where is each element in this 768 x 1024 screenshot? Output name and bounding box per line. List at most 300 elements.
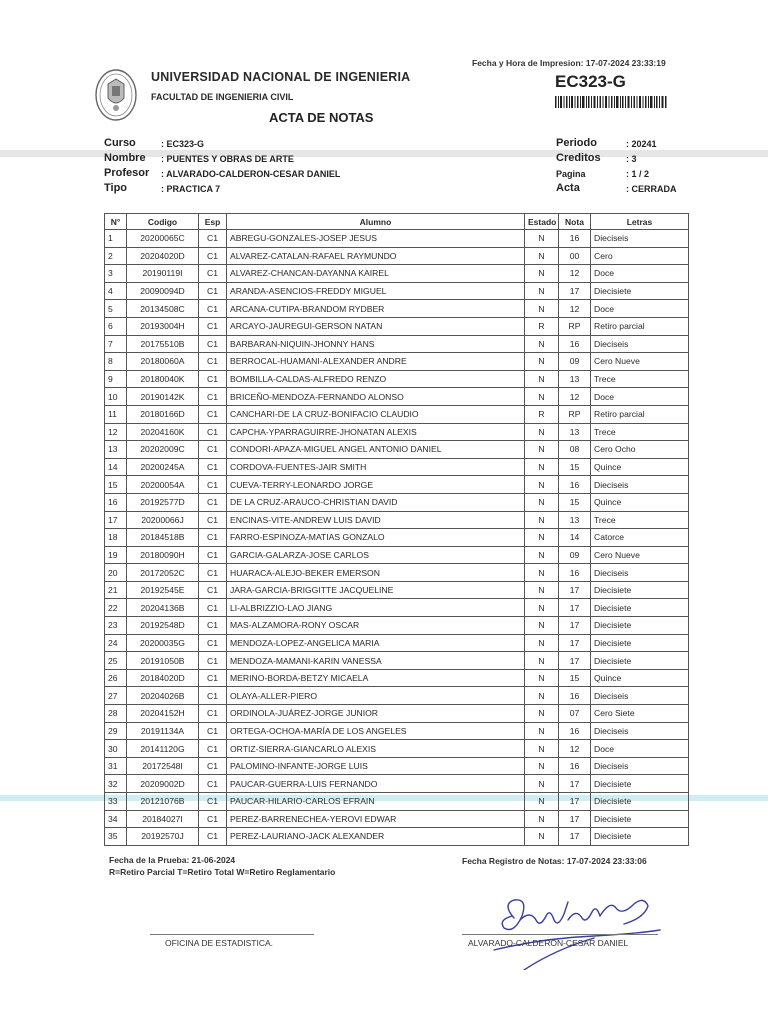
status: N [525, 441, 559, 459]
status: N [525, 775, 559, 793]
grade: 17 [559, 634, 591, 652]
row-number: 33 [105, 793, 127, 811]
row-number: 24 [105, 634, 127, 652]
table-row [105, 458, 689, 476]
row-number: 8 [105, 353, 127, 371]
table-row [105, 529, 689, 547]
specialty: C1 [199, 423, 227, 441]
student-code: 20192577D [127, 493, 199, 511]
table-row [105, 388, 689, 406]
creditos-value: : 3 [626, 154, 637, 164]
acta-label: Acta [556, 182, 580, 194]
column-header: Estado [525, 214, 559, 230]
nombre-value: : PUENTES Y OBRAS DE ARTE [161, 154, 294, 164]
status: N [525, 652, 559, 670]
grade-in-words: Cero Ocho [591, 441, 689, 459]
document-title: ACTA DE NOTAS [269, 110, 374, 125]
table-row [105, 687, 689, 705]
grade: 12 [559, 300, 591, 318]
row-number: 3 [105, 265, 127, 283]
periodo-label: Periodo [556, 137, 597, 149]
grade-in-words: Trece [591, 511, 689, 529]
specialty: C1 [199, 529, 227, 547]
grades-table-body [105, 230, 689, 846]
student-name: CAPCHA-YPARRAGUIRRE-JHONATAN ALEXIS [227, 423, 525, 441]
specialty: C1 [199, 282, 227, 300]
student-code: 20204152H [127, 705, 199, 723]
student-code: 20172052C [127, 564, 199, 582]
student-name: MAS-ALZAMORA-RONY OSCAR [227, 617, 525, 635]
row-number: 1 [105, 230, 127, 248]
specialty: C1 [199, 793, 227, 811]
table-row [105, 581, 689, 599]
university-seal-icon [94, 68, 138, 122]
status: R [525, 317, 559, 335]
student-code: 20204136B [127, 599, 199, 617]
column-header: Esp [199, 214, 227, 230]
grade-in-words: Cero Siete [591, 705, 689, 723]
student-name: PAUCAR-HILARIO-CARLOS EFRAIN [227, 793, 525, 811]
student-code: 20200066J [127, 511, 199, 529]
grade: 16 [559, 687, 591, 705]
grade: 16 [559, 722, 591, 740]
specialty: C1 [199, 441, 227, 459]
grade: 16 [559, 564, 591, 582]
specialty: C1 [199, 405, 227, 423]
student-name: OLAYA-ALLER-PIERO [227, 687, 525, 705]
status: N [525, 230, 559, 248]
grade-in-words: Cero Nueve [591, 353, 689, 371]
student-code: 20141120G [127, 740, 199, 758]
row-number: 5 [105, 300, 127, 318]
status: N [525, 529, 559, 547]
student-code: 20191134A [127, 722, 199, 740]
student-name: CORDOVA-FUENTES-JAIR SMITH [227, 458, 525, 476]
table-row [105, 793, 689, 811]
grade-in-words: Quince [591, 458, 689, 476]
column-header: Alumno [227, 214, 525, 230]
specialty: C1 [199, 599, 227, 617]
specialty: C1 [199, 317, 227, 335]
professor-signature-label: ALVARADO-CALDERON-CESAR DANIEL [468, 938, 629, 948]
table-row [105, 810, 689, 828]
grade-in-words: Catorce [591, 529, 689, 547]
grade-in-words: Diecisiete [591, 810, 689, 828]
specialty: C1 [199, 265, 227, 283]
specialty: C1 [199, 669, 227, 687]
column-header: Nota [559, 214, 591, 230]
table-row [105, 634, 689, 652]
specialty: C1 [199, 388, 227, 406]
table-row [105, 493, 689, 511]
row-number: 21 [105, 581, 127, 599]
table-row [105, 423, 689, 441]
grade: 17 [559, 828, 591, 846]
grade-in-words: Dieciseis [591, 564, 689, 582]
grade-in-words: Cero Nueve [591, 546, 689, 564]
student-name: FARRO-ESPINOZA-MATIAS GONZALO [227, 529, 525, 547]
student-code: 20180090H [127, 546, 199, 564]
specialty: C1 [199, 230, 227, 248]
tipo-value: : PRACTICA 7 [161, 184, 221, 194]
grade-in-words: Doce [591, 388, 689, 406]
student-code: 20200065C [127, 230, 199, 248]
column-header: Letras [591, 214, 689, 230]
grade: 16 [559, 335, 591, 353]
table-row [105, 317, 689, 335]
grade-in-words: Diecisiete [591, 793, 689, 811]
student-code: 20172548I [127, 757, 199, 775]
row-number: 27 [105, 687, 127, 705]
grade: 16 [559, 476, 591, 494]
table-row [105, 775, 689, 793]
status: N [525, 740, 559, 758]
grade: 17 [559, 810, 591, 828]
specialty: C1 [199, 828, 227, 846]
table-header-row [105, 214, 689, 230]
status: N [525, 423, 559, 441]
row-number: 12 [105, 423, 127, 441]
row-number: 17 [105, 511, 127, 529]
student-code: 20192570J [127, 828, 199, 846]
student-code: 20202009C [127, 441, 199, 459]
table-row [105, 546, 689, 564]
student-name: ARANDA-ASENCIOS-FREDDY MIGUEL [227, 282, 525, 300]
status: N [525, 669, 559, 687]
row-number: 28 [105, 705, 127, 723]
profesor-value: : ALVARADO-CALDERON-CESAR DANIEL [161, 169, 341, 179]
periodo-value: : 20241 [626, 139, 657, 149]
grade-in-words: Diecisiete [591, 617, 689, 635]
specialty: C1 [199, 247, 227, 265]
faculty-name: FACULTAD DE INGENIERIA CIVIL [151, 92, 294, 102]
grade: 17 [559, 581, 591, 599]
grade-in-words: Dieciseis [591, 687, 689, 705]
grade-in-words: Diecisiete [591, 282, 689, 300]
student-code: 20200245A [127, 458, 199, 476]
status: N [525, 617, 559, 635]
grade-in-words: Retiro parcial [591, 317, 689, 335]
student-name: PEREZ-LAURIANO-JACK ALEXANDER [227, 828, 525, 846]
student-name: ARCAYO-JAUREGUI-GERSON NATAN [227, 317, 525, 335]
student-name: ALVAREZ-CHANCAN-DAYANNA KAIREL [227, 265, 525, 283]
grade: 08 [559, 441, 591, 459]
table-row [105, 282, 689, 300]
student-code: 20090094D [127, 282, 199, 300]
row-number: 13 [105, 441, 127, 459]
table-row [105, 669, 689, 687]
student-name: ARCANA-CUTIPA-BRANDOM RYDBER [227, 300, 525, 318]
grade-in-words: Quince [591, 493, 689, 511]
specialty: C1 [199, 581, 227, 599]
row-number: 11 [105, 405, 127, 423]
status: N [525, 370, 559, 388]
grade-in-words: Diecisiete [591, 652, 689, 670]
student-code: 20180166D [127, 405, 199, 423]
status: N [525, 599, 559, 617]
row-number: 31 [105, 757, 127, 775]
specialty: C1 [199, 775, 227, 793]
professor-signature-line [462, 934, 658, 935]
grade-in-words: Dieciseis [591, 230, 689, 248]
grade: 12 [559, 265, 591, 283]
table-row [105, 617, 689, 635]
student-code: 20180060A [127, 353, 199, 371]
student-name: PEREZ-BARRENECHEA-YEROVI EDWAR [227, 810, 525, 828]
student-name: HUARACA-ALEJO-BEKER EMERSON [227, 564, 525, 582]
table-row [105, 511, 689, 529]
student-code: 20204020D [127, 247, 199, 265]
tipo-label: Tipo [104, 182, 128, 194]
table-row [105, 652, 689, 670]
specialty: C1 [199, 546, 227, 564]
student-code: 20192545E [127, 581, 199, 599]
row-number: 6 [105, 317, 127, 335]
student-code: 20204160K [127, 423, 199, 441]
status: N [525, 722, 559, 740]
status: N [525, 476, 559, 494]
table-row [105, 564, 689, 582]
course-code-heading: EC323-G [555, 72, 626, 91]
status: N [525, 353, 559, 371]
grade: 16 [559, 757, 591, 775]
grade: 12 [559, 388, 591, 406]
curso-value: : EC323-G [161, 139, 205, 149]
row-number: 7 [105, 335, 127, 353]
grade: 17 [559, 793, 591, 811]
row-number: 4 [105, 282, 127, 300]
grade-in-words: Trece [591, 423, 689, 441]
status: N [525, 634, 559, 652]
row-number: 25 [105, 652, 127, 670]
grade: 17 [559, 282, 591, 300]
grade: RP [559, 405, 591, 423]
student-name: MERINO-BORDA-BETZY MICAELA [227, 669, 525, 687]
student-name: BARBARAN-NIQUIN-JHONNY HANS [227, 335, 525, 353]
student-name: DE LA CRUZ-ARAUCO-CHRISTIAN DAVID [227, 493, 525, 511]
row-number: 14 [105, 458, 127, 476]
specialty: C1 [199, 370, 227, 388]
student-name: CANCHARI-DE LA CRUZ-BONIFACIO CLAUDIO [227, 405, 525, 423]
grade-in-words: Cero [591, 247, 689, 265]
status: N [525, 511, 559, 529]
student-code: 20209002D [127, 775, 199, 793]
row-number: 20 [105, 564, 127, 582]
creditos-label: Creditos [556, 152, 601, 164]
table-row [105, 353, 689, 371]
grade-in-words: Quince [591, 669, 689, 687]
student-name: ORTIZ-SIERRA-GIANCARLO ALEXIS [227, 740, 525, 758]
status: R [525, 405, 559, 423]
specialty: C1 [199, 300, 227, 318]
student-name: CONDORI-APAZA-MIGUEL ANGEL ANTONIO DANIEL [227, 441, 525, 459]
student-code: 20190142K [127, 388, 199, 406]
grade-in-words: Diecisiete [591, 775, 689, 793]
student-name: JARA-GARCIA-BRIGGITTE JACQUELINE [227, 581, 525, 599]
grade: 16 [559, 230, 591, 248]
row-number: 9 [105, 370, 127, 388]
status: N [525, 705, 559, 723]
grade: 15 [559, 669, 591, 687]
grade-in-words: Doce [591, 300, 689, 318]
student-code: 20175510B [127, 335, 199, 353]
row-number: 19 [105, 546, 127, 564]
student-code: 20134508C [127, 300, 199, 318]
grades-table [104, 213, 689, 846]
student-name: ABREGU-GONZALES-JOSEP JESUS [227, 230, 525, 248]
professor-signature-icon [484, 890, 664, 970]
student-code: 20200054A [127, 476, 199, 494]
specialty: C1 [199, 705, 227, 723]
status: N [525, 546, 559, 564]
table-row [105, 599, 689, 617]
pagina-value: : 1 / 2 [626, 169, 650, 179]
student-code: 20191050B [127, 652, 199, 670]
status: N [525, 757, 559, 775]
student-name: ORTEGA-OCHOA-MARÍA DE LOS ANGELES [227, 722, 525, 740]
grade: 13 [559, 370, 591, 388]
grade: 12 [559, 740, 591, 758]
student-code: 20192548D [127, 617, 199, 635]
grade: 17 [559, 599, 591, 617]
grade-in-words: Dieciseis [591, 757, 689, 775]
table-row [105, 441, 689, 459]
row-number: 2 [105, 247, 127, 265]
table-row [105, 828, 689, 846]
status-legend: R=Retiro Parcial T=Retiro Total W=Retiro Reglamentario [109, 867, 336, 877]
student-code: 20180040K [127, 370, 199, 388]
status: N [525, 388, 559, 406]
office-signature-label: OFICINA DE ESTADISTICA. [165, 938, 273, 948]
specialty: C1 [199, 511, 227, 529]
grade: 15 [559, 458, 591, 476]
row-number: 23 [105, 617, 127, 635]
specialty: C1 [199, 757, 227, 775]
specialty: C1 [199, 564, 227, 582]
grade-in-words: Dieciseis [591, 722, 689, 740]
table-row [105, 335, 689, 353]
student-code: 20184518B [127, 529, 199, 547]
acta-value: : CERRADA [626, 184, 677, 194]
student-name: BERROCAL-HUAMANI-ALEXANDER ANDRE [227, 353, 525, 371]
row-number: 16 [105, 493, 127, 511]
status: N [525, 265, 559, 283]
row-number: 35 [105, 828, 127, 846]
grade-in-words: Doce [591, 740, 689, 758]
student-name: ORDINOLA-JUÁREZ-JORGE JUNIOR [227, 705, 525, 723]
specialty: C1 [199, 617, 227, 635]
grade: 14 [559, 529, 591, 547]
table-row [105, 247, 689, 265]
student-code: 20193004H [127, 317, 199, 335]
table-row [105, 405, 689, 423]
specialty: C1 [199, 353, 227, 371]
row-number: 26 [105, 669, 127, 687]
grade: 09 [559, 546, 591, 564]
specialty: C1 [199, 687, 227, 705]
grade: 15 [559, 493, 591, 511]
specialty: C1 [199, 493, 227, 511]
specialty: C1 [199, 634, 227, 652]
student-code: 20121076B [127, 793, 199, 811]
grade: 09 [559, 353, 591, 371]
student-code: 20204026B [127, 687, 199, 705]
university-name: UNIVERSIDAD NACIONAL DE INGENIERIA [151, 70, 411, 84]
student-name: MENDOZA-MAMANI-KARIN VANESSA [227, 652, 525, 670]
status: N [525, 810, 559, 828]
grade: RP [559, 317, 591, 335]
status: N [525, 335, 559, 353]
grade-in-words: Retiro parcial [591, 405, 689, 423]
status: N [525, 300, 559, 318]
grade-in-words: Dieciseis [591, 476, 689, 494]
table-row [105, 370, 689, 388]
row-number: 32 [105, 775, 127, 793]
row-number: 34 [105, 810, 127, 828]
grade: 13 [559, 511, 591, 529]
grade-in-words: Doce [591, 265, 689, 283]
status: N [525, 581, 559, 599]
student-name: BOMBILLA-CALDAS-ALFREDO RENZO [227, 370, 525, 388]
grade: 13 [559, 423, 591, 441]
specialty: C1 [199, 652, 227, 670]
specialty: C1 [199, 476, 227, 494]
student-name: LI-ALBRIZZIO-LAO JIANG [227, 599, 525, 617]
nombre-label: Nombre [104, 152, 146, 164]
status: N [525, 282, 559, 300]
specialty: C1 [199, 458, 227, 476]
grade: 17 [559, 775, 591, 793]
student-name: PALOMINO-INFANTE-JORGE LUIS [227, 757, 525, 775]
grade: 00 [559, 247, 591, 265]
table-row [105, 300, 689, 318]
student-name: BRICEÑO-MENDOZA-FERNANDO ALONSO [227, 388, 525, 406]
grade: 17 [559, 652, 591, 670]
office-signature-line [150, 934, 314, 935]
status: N [525, 793, 559, 811]
curso-label: Curso [104, 137, 136, 149]
row-number: 10 [105, 388, 127, 406]
student-name: GARCIA-GALARZA-JOSE CARLOS [227, 546, 525, 564]
table-row [105, 705, 689, 723]
grade-in-words: Diecisiete [591, 581, 689, 599]
table-row [105, 230, 689, 248]
grade: 07 [559, 705, 591, 723]
student-code: 20184027I [127, 810, 199, 828]
table-row [105, 722, 689, 740]
table-row [105, 757, 689, 775]
grade-in-words: Diecisiete [591, 634, 689, 652]
student-name: CUEVA-TERRY-LEONARDO JORGE [227, 476, 525, 494]
profesor-label: Profesor [104, 167, 150, 179]
specialty: C1 [199, 740, 227, 758]
table-row [105, 476, 689, 494]
student-name: MENDOZA-LOPEZ-ANGELICA MARIA [227, 634, 525, 652]
grade-in-words: Diecisiete [591, 828, 689, 846]
student-code: 20184020D [127, 669, 199, 687]
row-number: 18 [105, 529, 127, 547]
student-code: 20200035G [127, 634, 199, 652]
student-name: ENCINAS-VITE-ANDREW LUIS DAVID [227, 511, 525, 529]
row-number: 15 [105, 476, 127, 494]
status: N [525, 828, 559, 846]
student-code: 20190119I [127, 265, 199, 283]
row-number: 30 [105, 740, 127, 758]
grade-in-words: Diecisiete [591, 599, 689, 617]
grade-in-words: Trece [591, 370, 689, 388]
specialty: C1 [199, 335, 227, 353]
table-row [105, 740, 689, 758]
